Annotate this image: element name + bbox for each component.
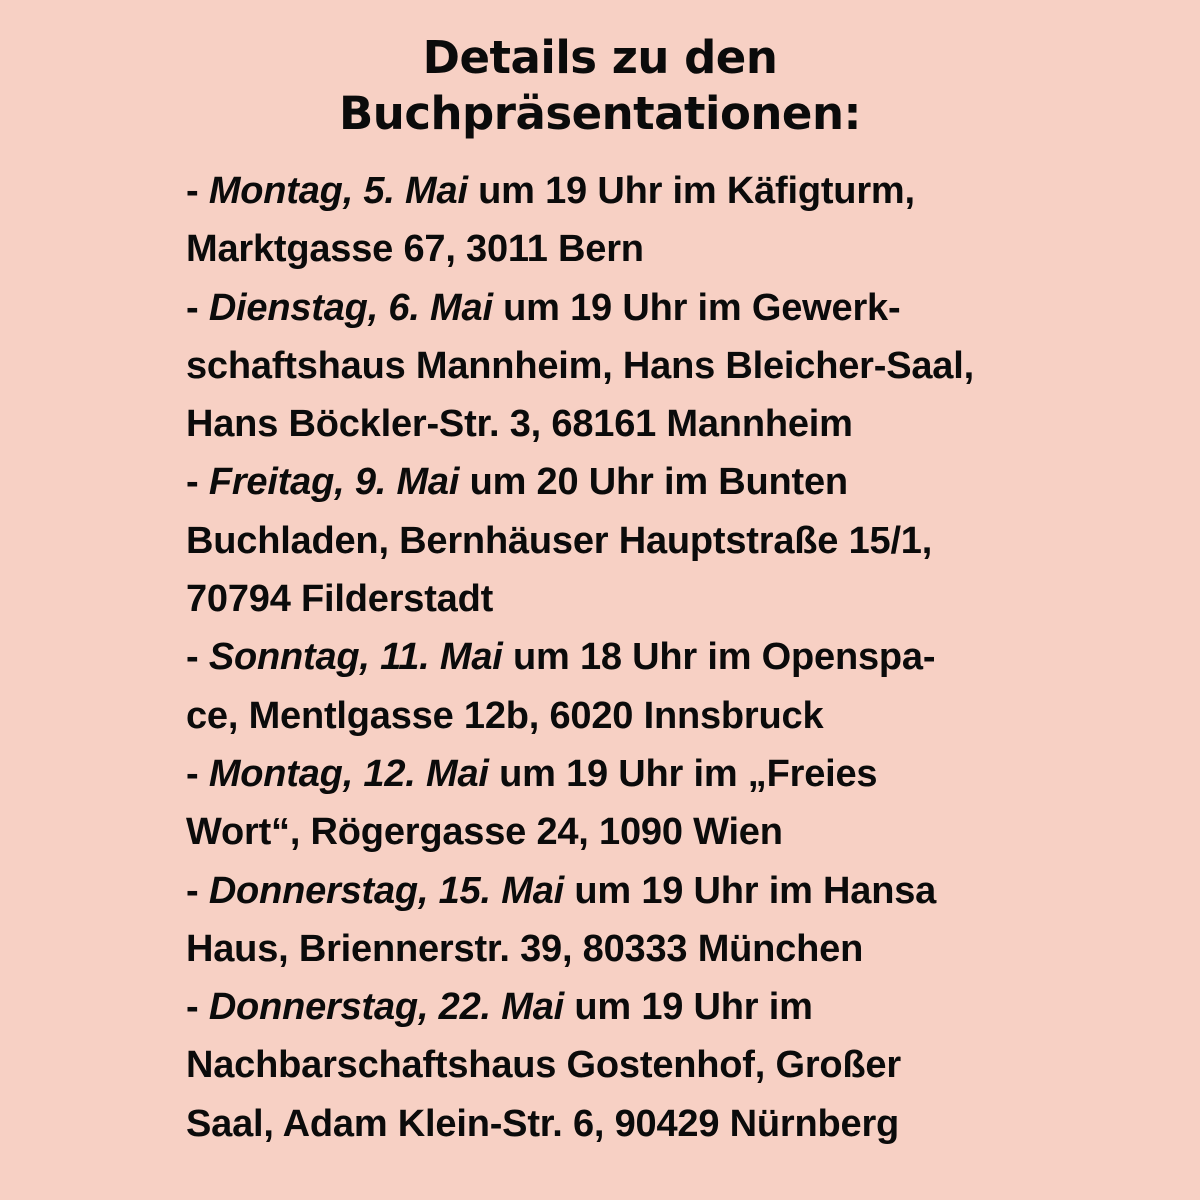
event-prefix: -	[186, 636, 209, 679]
event-item-innsbruck	[186, 628, 1036, 745]
event-list	[186, 162, 1036, 1153]
event-item-mannheim	[186, 279, 1036, 454]
event-item-nuernberg	[186, 978, 1036, 1153]
event-line	[186, 745, 1036, 803]
event-time-location: um 18 Uhr im Openspa-	[502, 636, 936, 679]
event-address-line: Haus, Briennerstr. 39, 80333 München	[186, 927, 864, 970]
event-address-line: Wort“, Rögergasse 24, 1090 Wien	[186, 811, 783, 854]
event-date: Dienstag, 6. Mai	[208, 286, 493, 329]
event-item-muenchen	[186, 862, 1036, 979]
event-line	[186, 628, 1036, 686]
event-time-location: um 19 Uhr im „Freies	[488, 752, 878, 795]
event-line	[186, 978, 1036, 1036]
event-date: Donnerstag, 15. Mai	[208, 869, 564, 912]
event-location-line: Nachbarschaftshaus Gostenhof, Großer	[186, 1044, 901, 1087]
event-time-location: um 19 Uhr im Gewerk-	[492, 286, 901, 329]
event-address-line: Saal, Adam Klein-Str. 6, 90429 Nürnberg	[186, 1102, 900, 1145]
event-date: Montag, 5. Mai	[208, 170, 468, 212]
event-item-bern	[186, 162, 1036, 279]
event-time-location: um 19 Uhr im	[564, 986, 813, 1029]
event-item-filderstadt	[186, 453, 1036, 628]
title-line-2: Buchpräsentationen:	[339, 87, 861, 140]
page-title	[0, 30, 1200, 142]
event-prefix: -	[186, 461, 209, 504]
event-address-line: Hans Böckler-Str. 3, 68161 Mannheim	[186, 403, 853, 446]
event-date: Freitag, 9. Mai	[208, 461, 460, 504]
event-date: Sonntag, 11. Mai	[208, 636, 503, 679]
event-line	[186, 862, 1036, 920]
event-item-wien	[186, 745, 1036, 862]
event-line	[186, 162, 1036, 220]
event-time-location: um 20 Uhr im Bunten	[459, 461, 848, 504]
title-line-1: Details zu den	[422, 31, 778, 84]
event-location-line: schaftshaus Mannheim, Hans Bleicher-Saal,	[186, 344, 974, 387]
event-prefix: -	[186, 986, 209, 1029]
event-time-location: um 19 Uhr im Käfigturm,	[467, 170, 915, 212]
event-prefix: -	[186, 170, 209, 212]
event-address-line: ce, Mentlgasse 12b, 6020 Innsbruck	[186, 694, 824, 737]
event-line	[186, 279, 1036, 337]
event-address-line: Marktgasse 67, 3011 Bern	[186, 228, 644, 271]
event-prefix: -	[186, 869, 209, 912]
event-prefix: -	[186, 752, 209, 795]
event-date: Montag, 12. Mai	[208, 752, 489, 795]
event-time-location: um 19 Uhr im Hansa	[564, 869, 937, 912]
event-date: Donnerstag, 22. Mai	[208, 986, 564, 1029]
event-prefix: -	[186, 286, 209, 329]
event-address-line: 70794 Filderstadt	[186, 578, 494, 621]
event-line	[186, 453, 1036, 511]
event-location-line: Buchladen, Bernhäuser Hauptstraße 15/1,	[186, 519, 933, 562]
